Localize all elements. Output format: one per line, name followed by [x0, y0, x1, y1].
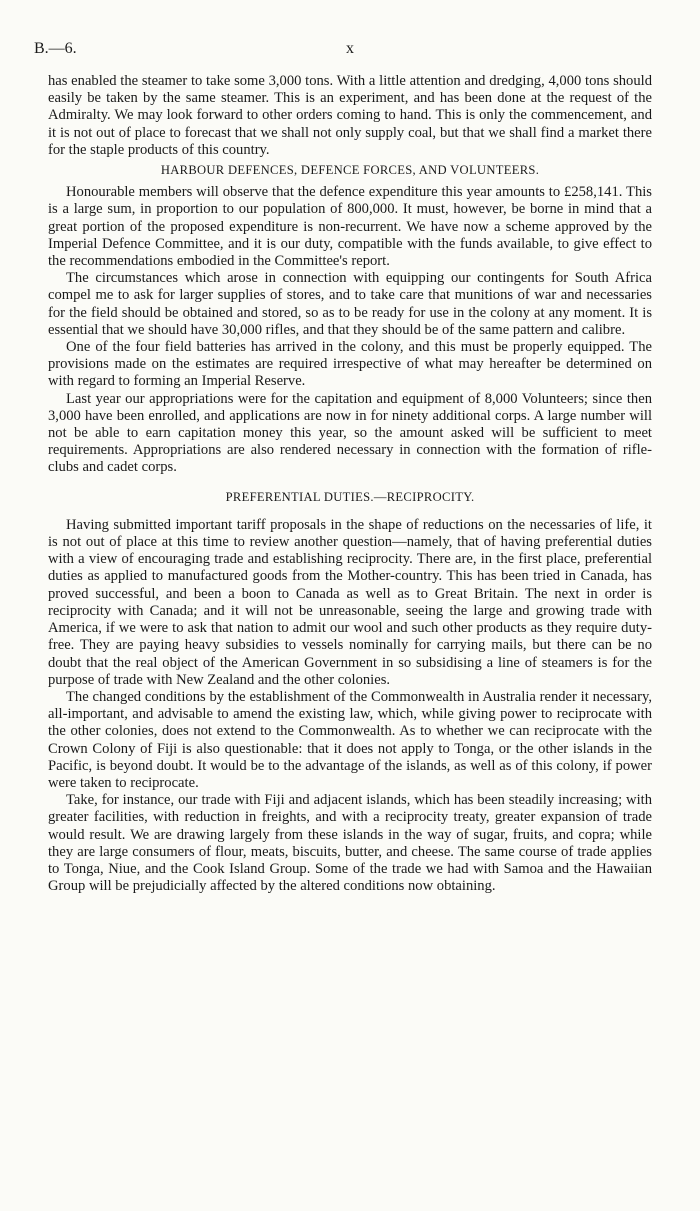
body-text [48, 73, 652, 895]
paragraph: Last year our appropriations were for the capitation and equipment of 8,000 Volunteers; since then 3,000 have been enrolled, and applications are now in for ninety additional corps. A large number will not be able to earn capitation money this year, so the amount asked will be sufficient to meet requirements. Appropriations are also rendered necessary in connection with the formation of rifle-clubs and cadet corps. [48, 390, 652, 476]
paragraph: Honourable members will observe that the defence expenditure this year amounts to £258,141. This is a large sum, in proportion to our population of 800,000. It must, however, be borne in mind that a great portion of the proposed expenditure is non-recurrent. We have now a scheme approved by the Imperial Defence Committee, and it is our duty, compatible with the funds available, to give effect to the recommendations embodied in the Committee's report. [48, 184, 652, 270]
paragraph: Having submitted important tariff proposals in the shape of reductions on the necessaries of life, it is not out of place at this time to review another question—namely, that of having preferential duties with a view of encouraging trade and establishing reciprocity. There are, in the first place, preferential duties as applied to manufactured goods from the Mother-country. This has been tried in Canada, has proved successful, and been a boon to Canada as well as to Great Britain. The next in order is reciprocity with Canada; and it will not be unreasonable, seeing the large and growing trade with America, if we were to ask that nation to admit our wool and such other products as they require duty-free. They are paying heavy subsidies to vessels nominally for carrying mails, but there can be no doubt that the real object of the American Government in so subsidising a line of steamers is for the purpose of trade with New Zealand and the other colonies. [48, 516, 652, 688]
paragraph: Take, for instance, our trade with Fiji and adjacent islands, which has been steadily increasing; with greater facilities, with reduction in freights, and with a reciprocity treaty, greater expansion of trade would result. We are drawing largely from these islands in the way of sugar, fruits, and copra; while they are large consumers of flour, meats, biscuits, butter, and cheese. The same course of trade applies to Tonga, Niue, and the Cook Island Group. Some of the trade we had with Samoa and the Hawaiian Group will be prejudicially affected by the altered conditions now obtaining. [48, 792, 652, 895]
page-number: x [346, 40, 354, 57]
section-heading-preferential: PREFERENTIAL DUTIES.—RECIPROCITY. [225, 489, 475, 504]
section-heading-defence: HARBOUR DEFENCES, DEFENCE FORCES, AND VOLUNTEERS. [160, 163, 540, 178]
page-header [34, 40, 666, 60]
paragraph: The changed conditions by the establishment of the Commonwealth in Australia render it necessary, all-important, and advisable to amend the existing law, which, while giving power to reciprocate with the other colonies, does not extend to the Commonwealth. As to whether we can reciprocate with the Crown Colony of Fiji is also questionable: that it does not apply to Tonga, or the other islands in the Pacific, is beyond doubt. It would be to the advantage of the islands, as well as of this colony, if power were taken to reciprocate. [48, 688, 652, 791]
paragraph: One of the four field batteries has arrived in the colony, and this must be properly equipped. The provisions made on the estimates are required irrespective of what may hereafter be determined on with regard to forming an Imperial Reserve. [48, 339, 652, 390]
paragraph: has enabled the steamer to take some 3,000 tons. With a little attention and dredging, 4,000 tons should easily be taken by the same steamer. This is an experiment, and has been done at the request of the Admiralty. We may look forward to other orders coming to hand. This is only the commencement, and it is not out of place to forecast that we shall not only supply coal, but that we shall find a market there for the staple products of this country. [48, 73, 652, 158]
document-reference: B.—6. [34, 40, 77, 57]
paragraph: The circumstances which arose in connection with equipping our contingents for South Africa compel me to ask for larger supplies of stores, and to take care that munitions of war and necessaries for the field should be obtained and stored, so as to be ready for use in the colony at any moment. It is essential that we should have 30,000 rifles, and that they should be of the same pattern and calibre. [48, 270, 652, 338]
